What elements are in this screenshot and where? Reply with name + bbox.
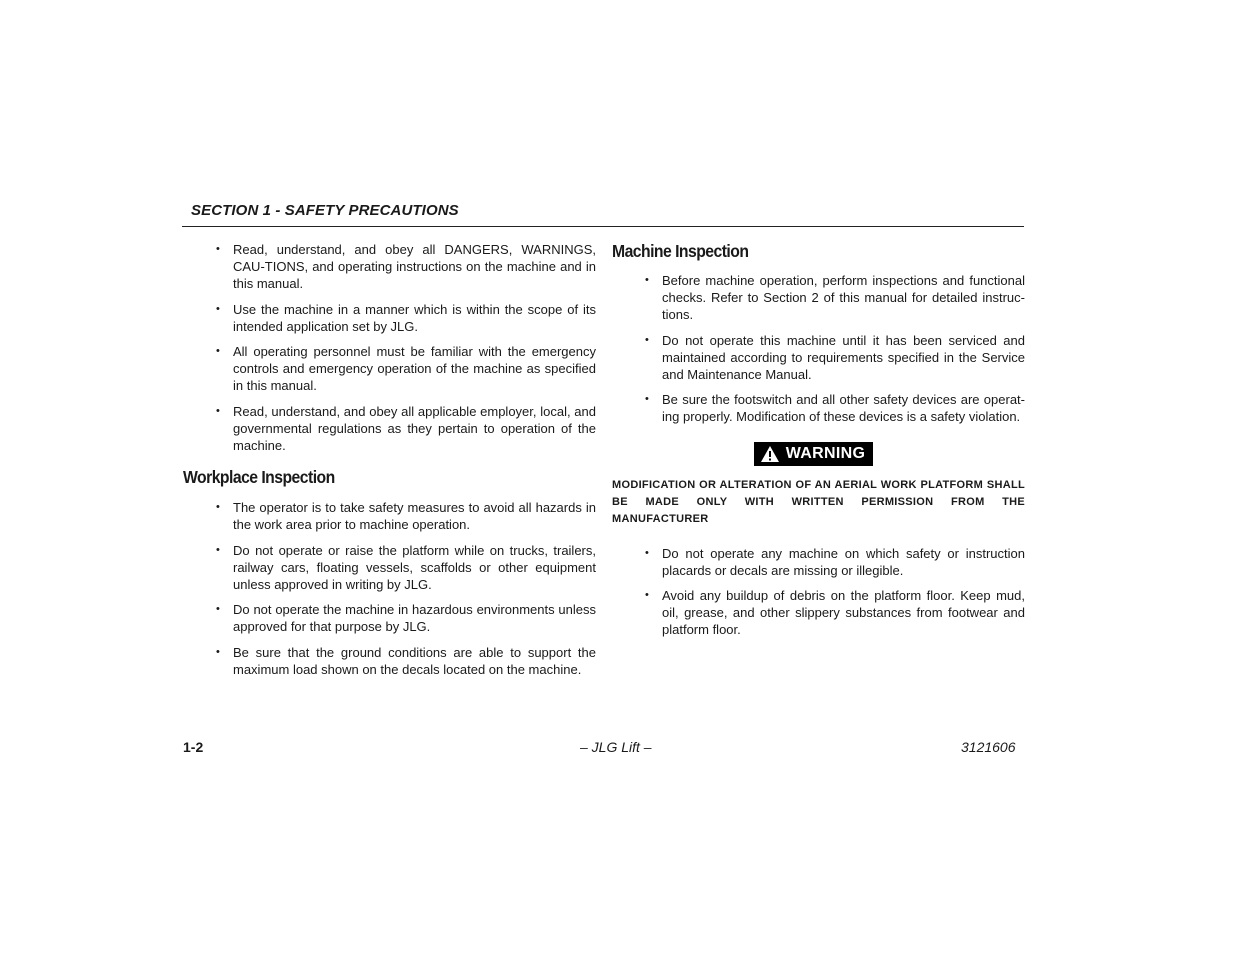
list-item: • Use the machine in a manner which is within the scope of its intended application set by JLG. <box>216 301 596 334</box>
list-item: • Read, understand, and obey all applicable employer, local, and governmental regulations as they pertain to operation of the machine. <box>216 403 596 454</box>
footer-title: – JLG Lift – <box>580 739 652 755</box>
warning-badge <box>754 442 873 466</box>
machine-bullet-list <box>612 272 1025 426</box>
header-divider <box>182 226 1024 227</box>
page-number: 1-2 <box>183 739 204 755</box>
machine-inspection-heading: Machine Inspection <box>612 241 749 261</box>
list-item: • Do not operate this machine until it has been serviced and maintained according to requirements specified in the Service and Maintenance Manual. <box>645 332 1025 383</box>
right-column <box>612 241 1025 647</box>
list-item: • Do not operate any machine on which safety or instruction placards or decals are missing or illegible. <box>645 545 1025 578</box>
workplace-bullet-list <box>183 499 596 678</box>
list-item: • Before machine operation, perform inspections and functional checks. Refer to Section 2 of this manual for detailed instruc-tions. <box>645 273 1025 323</box>
warning-message: MODIFICATION OR ALTERATION OF AN AERIAL WORK PLATFORM SHALL BE MADE ONLY WITH WRITTEN PERMISSION FROM THE MANUFACTURER <box>612 478 1025 525</box>
workplace-inspection-heading: Workplace Inspection <box>183 467 335 488</box>
section-title: SECTION 1 - SAFETY PRECAUTIONS <box>191 202 459 219</box>
list-item: • Be sure the footswitch and all other safety devices are operat-ing properly. Modification of these devices is a safety violation. <box>645 392 1025 425</box>
warning-label-wrap <box>612 442 1025 468</box>
after-warning-bullet-list <box>612 545 1025 639</box>
intro-bullet-list <box>183 241 596 454</box>
list-item: • Be sure that the ground conditions are able to support the maximum load shown on the decals located on the machine. <box>216 644 596 677</box>
list-item: • The operator is to take safety measures to avoid all hazards in the work area prior to machine operation. <box>216 500 596 533</box>
list-item: • Do not operate or raise the platform while on trucks, trailers, railway cars, floating vessels, scaffolds or other equipment unless approved in writing by JLG. <box>216 542 596 593</box>
document-number: 3121606 <box>961 739 1016 755</box>
warning-triangle-icon <box>760 445 780 463</box>
warning-label: WARNING <box>785 444 866 462</box>
list-item: • Do not operate the machine in hazardous environments unless approved for that purpose by JLG. <box>216 602 596 635</box>
list-item: • All operating personnel must be familiar with the emergency controls and emergency operation of the machine as specified in this manual. <box>216 344 596 394</box>
list-item: • Avoid any buildup of debris on the platform floor. Keep mud, oil, grease, and other slippery substances from footwear and platform floor. <box>645 588 1025 638</box>
list-item: • Read, understand, and obey all DANGERS, WARNINGS, CAU-TIONS, and operating instructions on the machine and in this manual. <box>216 242 596 292</box>
left-column <box>183 241 596 686</box>
